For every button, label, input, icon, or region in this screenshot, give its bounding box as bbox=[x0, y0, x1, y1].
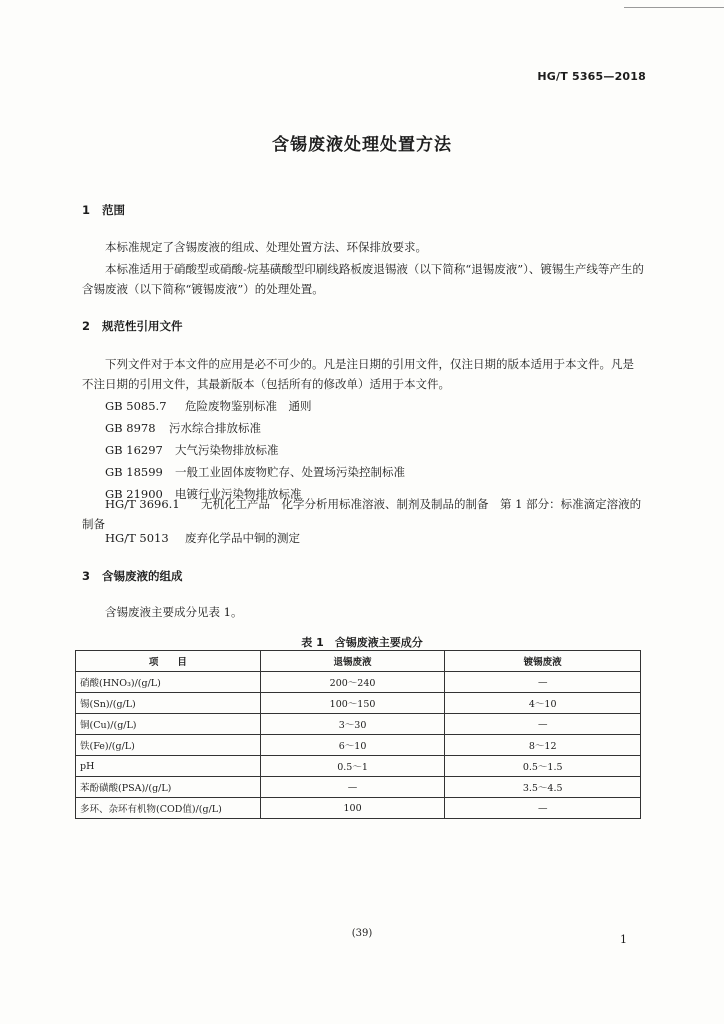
section-3-paragraph: 含锡废液主要成分见表 1。 bbox=[105, 605, 243, 619]
row-label: 硝酸(HNO₃)/(g/L) bbox=[76, 672, 261, 693]
table-row bbox=[76, 672, 641, 693]
cell: — bbox=[445, 798, 641, 819]
table-row bbox=[76, 714, 641, 735]
reference-item bbox=[105, 442, 279, 458]
standard-code: HG/T 5365—2018 bbox=[537, 70, 646, 83]
table-row bbox=[76, 756, 641, 777]
composition-table bbox=[75, 650, 641, 819]
cell: — bbox=[445, 672, 641, 693]
section-title: 规范性引用文件 bbox=[102, 319, 183, 333]
reference-code: GB 21900 bbox=[105, 487, 163, 501]
reference-item bbox=[82, 494, 644, 534]
row-label: 苯酚磺酸(PSA)/(g/L) bbox=[76, 777, 261, 798]
header-plating-waste: 镀锡废液 bbox=[445, 651, 641, 672]
reference-title: 无机化工产品 化学分析用标准溶液、制剂及制品的制备 第 1 部分：标准滴定溶液的制备 bbox=[82, 497, 642, 531]
section-number: 2 bbox=[82, 319, 91, 333]
section-2-intro: 下列文件对于本文件的应用是必不可少的。凡是注日期的引用文件，仅注日期的版本适用于本文件。凡是不注日期的引用文件，其最新版本（包括所有的修改单）适用于本文件。 bbox=[82, 357, 634, 391]
header-stripping-waste: 退锡废液 bbox=[260, 651, 445, 672]
reference-title: 废弃化学品中铜的测定 bbox=[185, 531, 300, 545]
cell: 0.5～1 bbox=[260, 756, 445, 777]
row-label: 多环、杂环有机物(COD值)/(g/L) bbox=[76, 798, 261, 819]
reference-code: GB 18599 bbox=[105, 465, 163, 479]
cell: 8～12 bbox=[445, 735, 641, 756]
cell: 100 bbox=[260, 798, 445, 819]
cell: 3.5～4.5 bbox=[445, 777, 641, 798]
page-number: (39) bbox=[351, 928, 373, 939]
reference-title: 危险废物鉴别标准 通则 bbox=[185, 399, 312, 413]
table-row bbox=[76, 693, 641, 714]
cell: 4～10 bbox=[445, 693, 641, 714]
reference-title: 污水综合排放标准 bbox=[169, 421, 261, 435]
table-row bbox=[76, 798, 641, 819]
cell: 6～10 bbox=[260, 735, 445, 756]
reference-code: HG/T 3696.1 bbox=[105, 497, 180, 511]
cell: 200～240 bbox=[260, 672, 445, 693]
reference-item bbox=[105, 464, 405, 480]
cell: — bbox=[445, 714, 641, 735]
scan-edge-line bbox=[624, 7, 724, 8]
reference-item bbox=[105, 398, 312, 414]
section-2-heading bbox=[82, 318, 183, 334]
section-number: 3 bbox=[82, 569, 91, 583]
reference-code: GB 8978 bbox=[105, 421, 156, 435]
section-1-paragraph-1: 本标准规定了含锡废液的组成、处理处置方法、环保排放要求。 bbox=[105, 240, 427, 254]
section-title: 范围 bbox=[102, 203, 125, 217]
section-number: 1 bbox=[82, 203, 91, 217]
cell: 100～150 bbox=[260, 693, 445, 714]
table-row bbox=[76, 777, 641, 798]
reference-code: GB 5085.7 bbox=[105, 399, 167, 413]
reference-item bbox=[105, 530, 300, 546]
reference-title: 一般工业固体废物贮存、处置场污染控制标准 bbox=[175, 465, 405, 479]
document-title: 含锡废液处理处置方法 bbox=[272, 135, 452, 155]
row-label: pH bbox=[76, 756, 261, 777]
section-1-heading bbox=[82, 202, 125, 218]
cell: 0.5～1.5 bbox=[445, 756, 641, 777]
header-item: 项 目 bbox=[76, 651, 261, 672]
reference-code: GB 16297 bbox=[105, 443, 163, 457]
table-header-row bbox=[76, 651, 641, 672]
section-1-paragraph-2: 本标准适用于硝酸型或硝酸-烷基磺酸型印刷线路板废退锡液（以下简称“退锡废液”）、镀锡生产线等产生的含锡废液（以下简称“镀锡废液”）的处理处置。 bbox=[82, 262, 644, 296]
section-title: 含锡废液的组成 bbox=[102, 569, 183, 583]
reference-title: 大气污染物排放标准 bbox=[175, 443, 279, 457]
reference-title: 电镀行业污染物排放标准 bbox=[175, 487, 302, 501]
row-label: 锡(Sn)/(g/L) bbox=[76, 693, 261, 714]
section-3-heading bbox=[82, 568, 183, 584]
table-row bbox=[76, 735, 641, 756]
corner-page-number: 1 bbox=[620, 933, 627, 946]
cell: 3～30 bbox=[260, 714, 445, 735]
table-caption: 表 1 含锡废液主要成分 bbox=[301, 636, 423, 649]
reference-item bbox=[105, 420, 261, 436]
row-label: 铜(Cu)/(g/L) bbox=[76, 714, 261, 735]
cell: — bbox=[260, 777, 445, 798]
row-label: 铁(Fe)/(g/L) bbox=[76, 735, 261, 756]
reference-code: HG/T 5013 bbox=[105, 531, 169, 545]
